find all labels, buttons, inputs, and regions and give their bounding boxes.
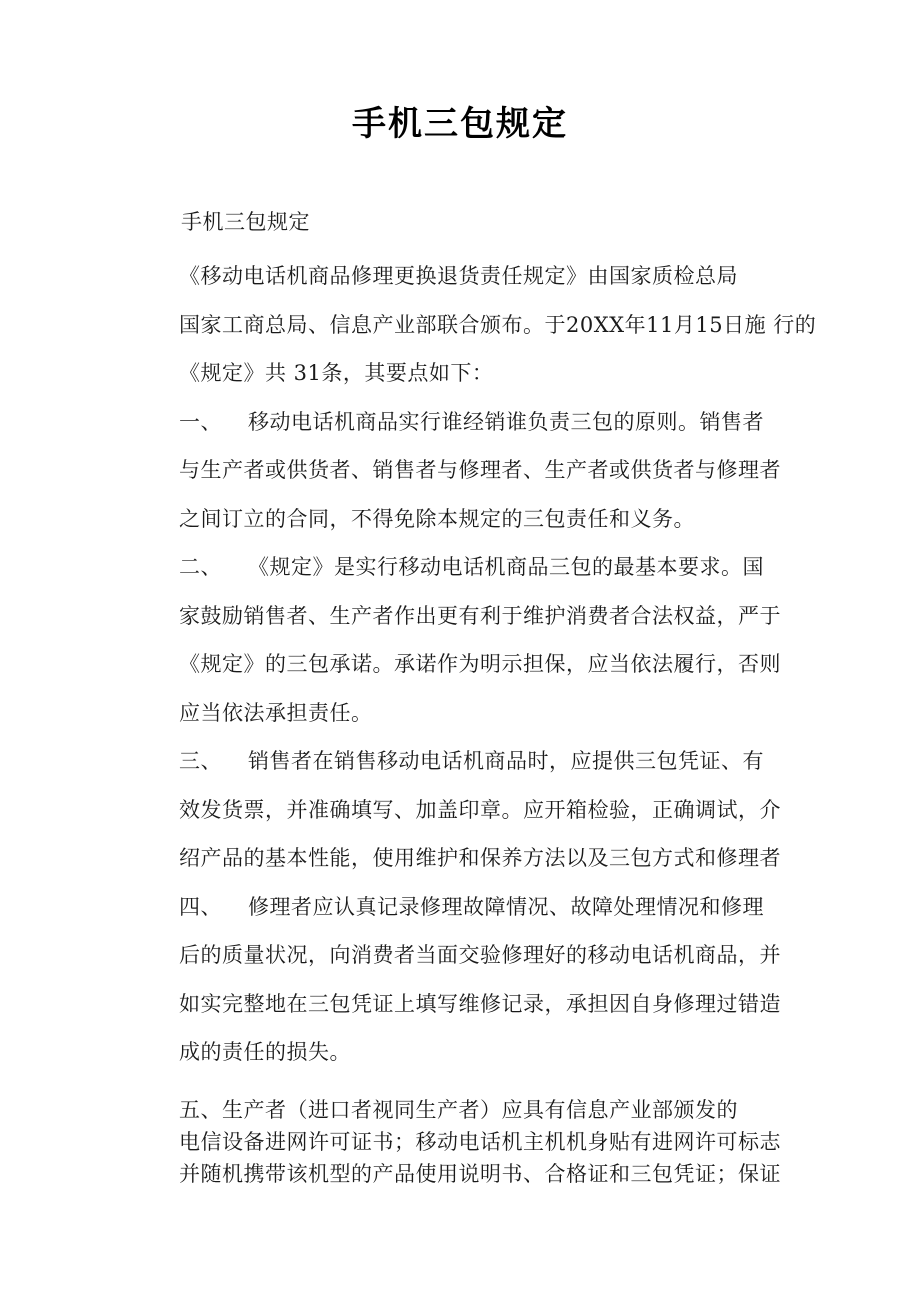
clause-number: 四、 bbox=[179, 894, 222, 919]
text-line: 国家工商总局、信息产业部联合颁布。于20XX年11月15日施 行的 bbox=[179, 312, 817, 337]
text-line: 《规定》共 31条，其要点如下： bbox=[179, 361, 494, 385]
clause-2-paragraph bbox=[137, 543, 793, 737]
intro-paragraph bbox=[137, 252, 817, 398]
clause-text: 移动电话机商品实行谁经销谁负责三包的原则。销售者 bbox=[248, 409, 764, 434]
clause-text: 修理者应认真记录修理故障情况、故障处理情况和修理 bbox=[248, 894, 764, 919]
clause-4-paragraph bbox=[137, 883, 793, 1077]
text-line: 五、生产者（进口者视同生产者）应具有信息产业部颁发的 bbox=[179, 1098, 738, 1122]
document-body-continued bbox=[137, 1094, 793, 1190]
text-line: 成的责任的损失。 bbox=[179, 1040, 351, 1064]
text-line: 之间订立的合同，不得免除本规定的三包责任和义务。 bbox=[179, 506, 695, 531]
text-line bbox=[137, 398, 793, 447]
clause-number: 三、 bbox=[179, 749, 222, 773]
text-line: 应当依法承担责任。 bbox=[179, 700, 373, 725]
clause-5-paragraph bbox=[137, 1094, 793, 1190]
text-line: 后的质量状况，向消费者当面交验修理好的移动电话机商品，并 bbox=[179, 943, 781, 967]
clause-number: 二、 bbox=[179, 555, 222, 579]
clause-3-paragraph bbox=[137, 737, 793, 883]
clause-1-paragraph bbox=[137, 398, 793, 544]
clause-text: 销售者在销售移动电话机商品时，应提供三包凭证、有 bbox=[248, 749, 764, 773]
text-line: 并随机携带该机型的产品使用说明书、合格证和三包凭证；保证 bbox=[179, 1162, 781, 1186]
document-subtitle: 手机三包规定 bbox=[181, 210, 310, 234]
text-line bbox=[137, 737, 793, 786]
text-line bbox=[137, 883, 793, 932]
text-line: 《规定》的三包承诺。承诺作为明示担保，应当依法履行，否则 bbox=[179, 652, 781, 676]
text-line: 《移动电话机商品修理更换退货责任规定》由国家质检总局 bbox=[179, 264, 738, 288]
text-line: 电信设备进网许可证书；移动电话机主机机身贴有进网许可标志 bbox=[179, 1130, 781, 1154]
document-body-main bbox=[137, 252, 817, 1077]
text-line: 家鼓励销售者、生产者作出更有利于维护消费者合法权益，严于 bbox=[179, 603, 781, 628]
clause-number: 一、 bbox=[179, 409, 222, 434]
text-line bbox=[137, 543, 793, 592]
text-line: 绍产品的基本性能，使用维护和保养方法以及三包方式和修理者 bbox=[179, 846, 781, 870]
text-line: 与生产者或供货者、销售者与修理者、生产者或供货者与修理者 bbox=[179, 458, 781, 482]
document-title: 手机三包规定 bbox=[352, 104, 568, 144]
text-line: 效发货票，并准确填写、加盖印章。应开箱检验，正确调试，介 bbox=[179, 797, 781, 822]
text-line: 如实完整地在三包凭证上填写维修记录，承担因自身修理过错造 bbox=[179, 991, 781, 1016]
clause-text: 《规定》是实行移动电话机商品三包的最基本要求。国 bbox=[248, 555, 764, 579]
